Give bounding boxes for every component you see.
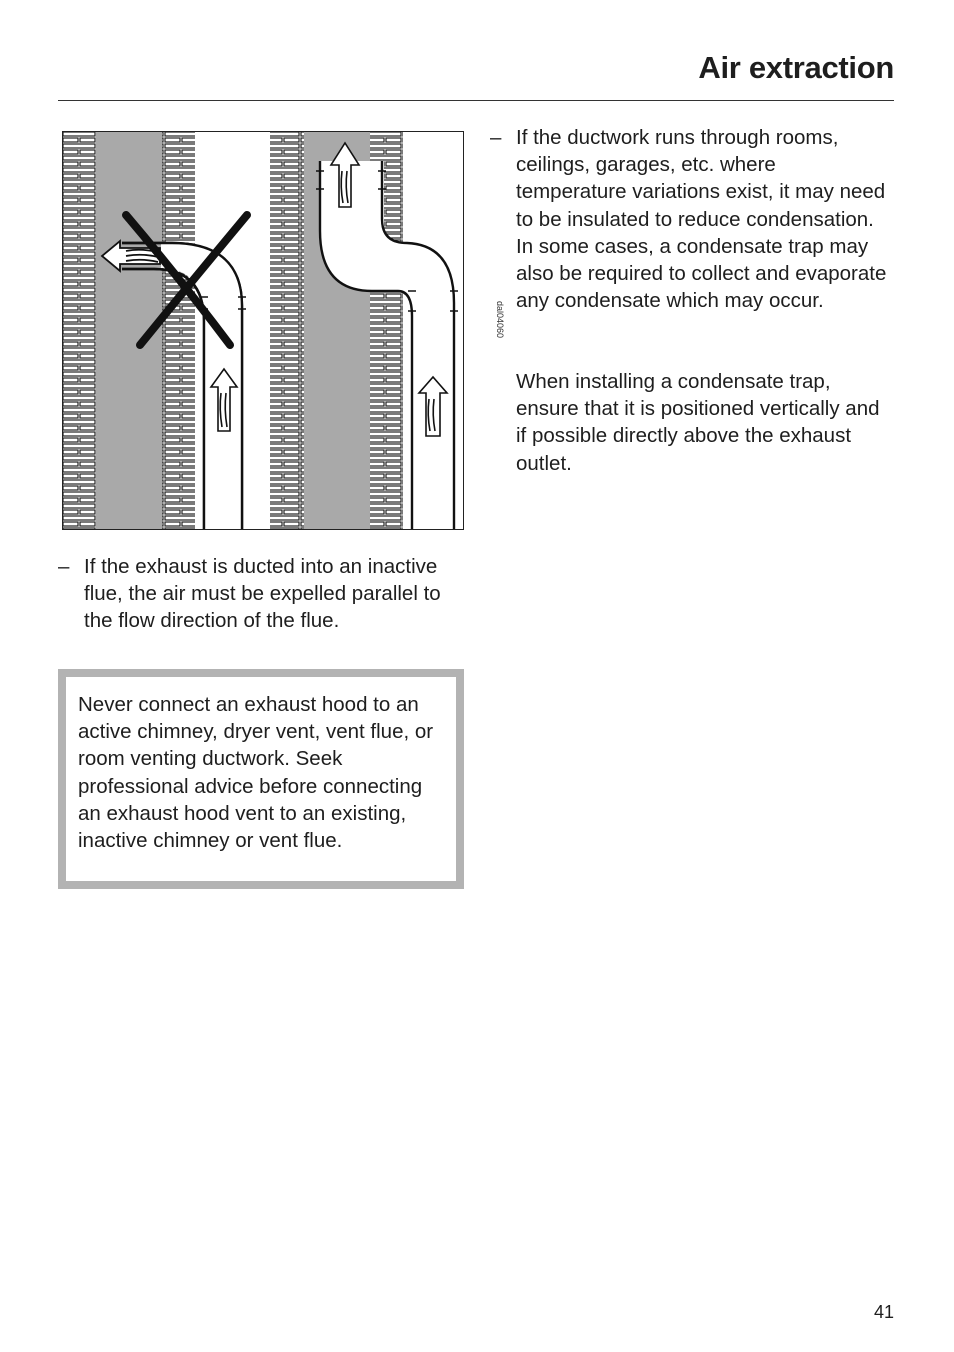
bullet-dash: – [490,126,502,149]
brick-wall-1 [63,132,96,529]
page-number: 41 [873,1302,894,1322]
brick-wall-2 [162,132,195,529]
warning-text: Never connect an exhaust hood to an active chimney, dryer vent, vent flue, or room venting ductwork. Seek professional advice before connecting an exhaust hood vent to an existing, inactive chimney or vent flue. [78,693,434,853]
condensate-trap-paragraph: When installing a condensate trap, ensure that it is positioned vertically and if possible directly above the exhaust outlet. [516,370,880,475]
flue-installation-diagram [62,131,505,530]
page-title: Air extraction [698,50,894,85]
figure-code: dal04060 [495,301,505,339]
bullet-ductwork-insulation [490,124,890,344]
bullet-inactive-flue-text: If the exhaust is ducted into an inactive flue, the air must be expelled parallel to the flow direction of the flue. [84,555,441,633]
bullet-inactive-flue [58,553,468,663]
flue-diagram-svg [62,131,464,530]
bullet-dash: – [58,555,70,578]
bullet-ductwork-insulation-text: If the ductwork runs through rooms, ceilings, garages, etc. where temperature variations exist, it may need to be insulated to reduce condensation. In some cases, a condensate trap may also be required to collect and evaporate any condensate which may occur. [516,126,887,313]
warning-box [58,669,464,889]
brick-wall-3 [270,132,304,529]
header-divider [58,100,894,101]
